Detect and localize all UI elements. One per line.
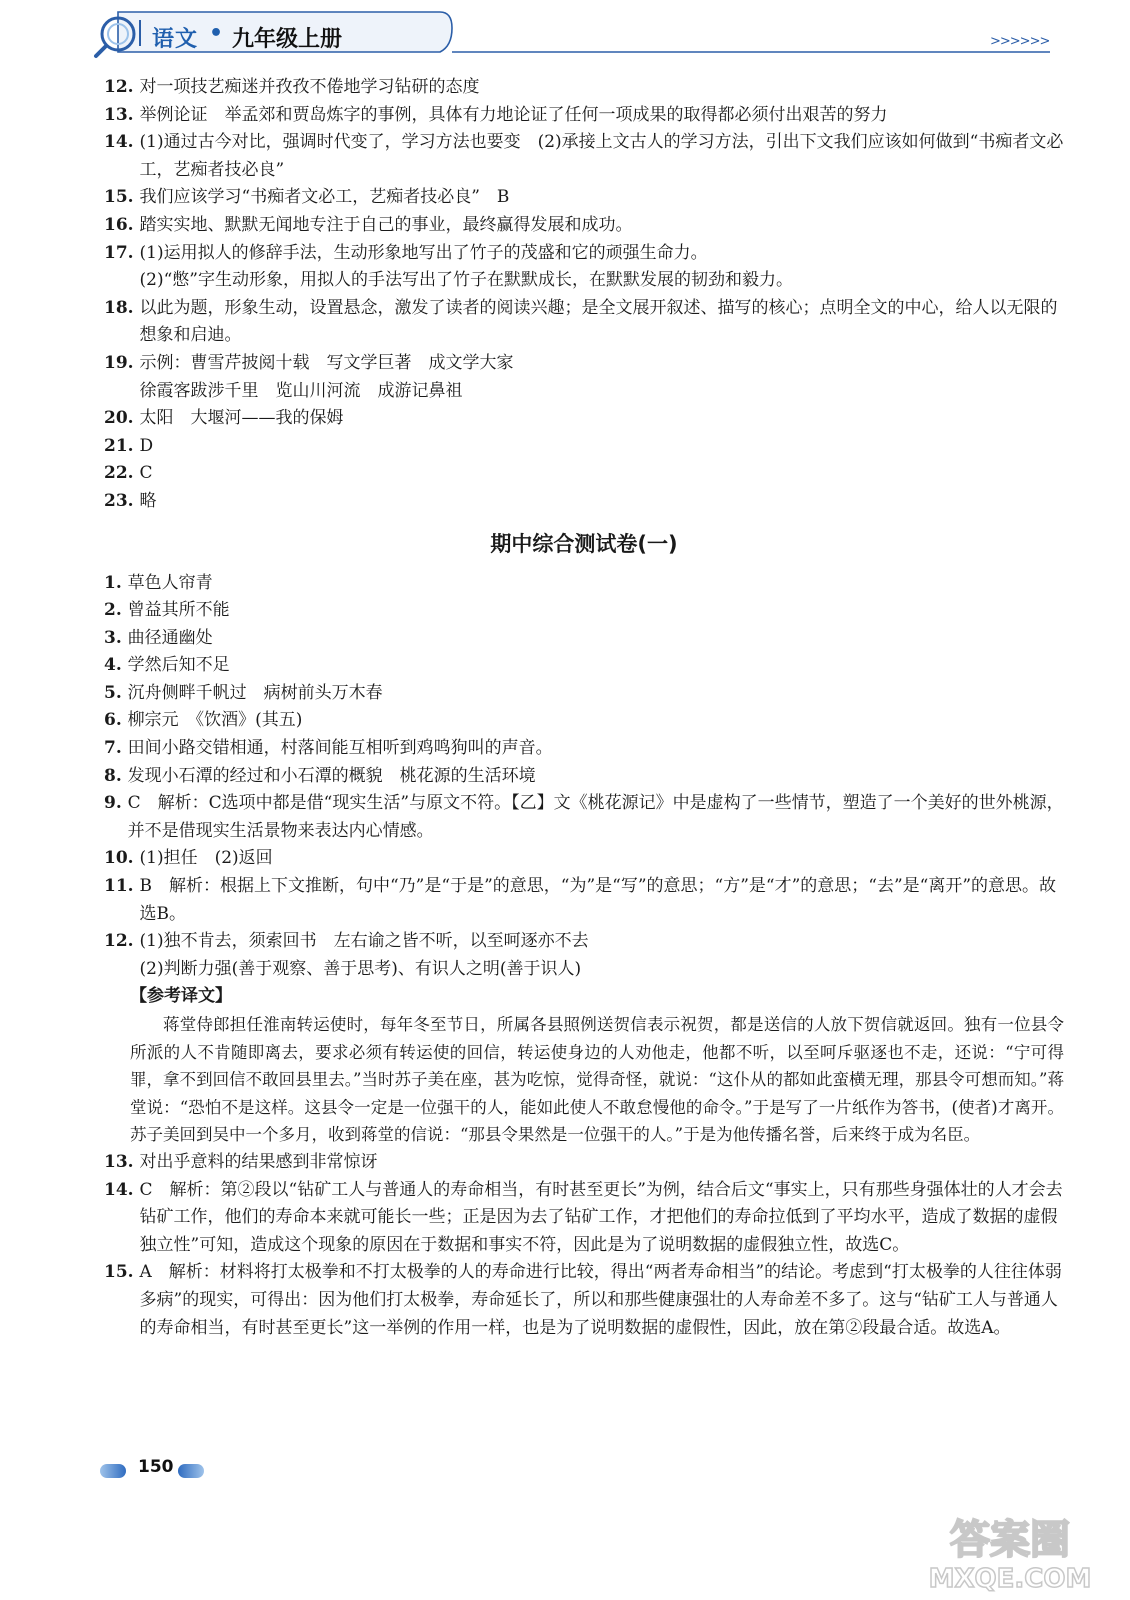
page-ornament-right — [178, 1464, 204, 1478]
answer-content — [104, 74, 1064, 1342]
answer-item — [104, 928, 1064, 983]
answer-text: C 解析：第②段以“钻矿工人与普通人的寿命相当，有时甚至更长”为例，结合后文“事实上，只有那些身强体壮的人才会去钻矿工作，他们的寿命本来就可能长一些；正是因为去了钻矿工作，才把他们的寿命拉低到了平均水平，造成了数据的虚假独立性”可知，造成这个现象的原因在于数据和事实不符，因此是为了说明数据的虚假独立性，故选C。 — [139, 1179, 1063, 1255]
answer-text: 对一项技艺痴迷并孜孜不倦地学习钻研的态度 — [139, 77, 480, 97]
page-number: 150 — [138, 1457, 174, 1477]
answer-text: D — [139, 435, 154, 456]
answer-number: 18. — [104, 297, 140, 318]
header-subject: 语文 — [152, 27, 199, 52]
answer-item — [104, 240, 1064, 295]
answer-item — [104, 845, 1064, 873]
answer-number: 21. — [104, 435, 140, 456]
answer-item — [104, 1149, 1064, 1177]
answer-text: 发现小石潭的经过和小石潭的概貌 桃花源的生活环境 — [127, 765, 536, 786]
answer-text: (1)担任 (2)返回 — [139, 848, 273, 869]
answer-number: 20. — [104, 408, 140, 429]
answer-number: 7. — [104, 738, 128, 759]
answer-item — [104, 625, 1064, 653]
answer-text: 太阳 大堰河——我的保姆 — [139, 408, 344, 429]
answer-text: A 解析：材料将打太极拳和不打太极拳的人的寿命进行比较，得出“两者寿命相当”的结论。考虑到“打太极拳的人往往体弱多病”的现实，可得出：因为他们打太极拳，寿命延长了，所以和那些健康强壮的人寿命差不多了。这与“钻矿工人与普通人的寿命相当，有时甚至更长”这一举例的作用一样，也是为了说明数据的虚假性，因此，放在第②段最合适。故选A。 — [139, 1262, 1062, 1338]
answer-text: 示例：曹雪芹披阅十载 写文学巨著 成文学大家 徐霞客跋涉千里 览山川河流 成游记鼻祖 — [139, 352, 514, 401]
answer-number: 8. — [104, 765, 128, 786]
answer-item — [104, 405, 1064, 433]
reference-translation: 蒋堂侍郎担任淮南转运使时，每年冬至节日，所属各县照例送贺信表示祝贺，都是送信的人放下贺信就返回。独有一位县令所派的人不肯随即离去，要求必须有转运使的回信，转运使身边的人劝他走，他都不听，以至呵斥驱逐也不走，还说：“宁可得罪，拿不到回信不敢回县里去。”当时苏子美在座，甚为吃惊，觉得奇怪，就说：“这仆从的都如此蛮横无理，那县令可想而知。”蒋堂说：“恐怕不是这样。这县令一定是一位强干的人，能如此使人不敢怠慢他的命令。”于是写了一片纸作为答书，(使者)才离开。苏子美回到吴中一个多月，收到蒋堂的信说：“那县令果然是一位强干的人。”于是为他传播名誉，后来终于成为名臣。 — [130, 1015, 1064, 1145]
header-arrows-icon: >>>>>> — [990, 34, 1050, 49]
header-grade: 九年级上册 — [232, 27, 343, 52]
answer-number: 13. — [104, 104, 140, 125]
answer-number: 6. — [104, 710, 128, 731]
section-title: 期中综合测试卷(一) — [490, 531, 678, 556]
answer-number: 14. — [104, 1179, 140, 1200]
answer-number: 23. — [104, 490, 140, 511]
answer-item — [104, 460, 1064, 488]
answer-number: 11. — [104, 876, 140, 897]
answer-text: 我们应该学习“书痴者文必工，艺痴者技必良” B — [139, 187, 510, 208]
answer-number: 5. — [104, 682, 128, 703]
answer-number: 3. — [104, 627, 128, 648]
answer-text: 柳宗元 《饮酒》(其五) — [127, 710, 303, 731]
answer-item — [104, 350, 1064, 405]
answer-number: 4. — [104, 655, 128, 676]
answer-item — [104, 74, 1064, 102]
answer-number: 15. — [104, 1262, 140, 1283]
answer-item — [104, 1259, 1064, 1342]
answer-item — [104, 597, 1064, 625]
page-footer — [100, 1456, 220, 1480]
answer-text: 曲径通幽处 — [127, 627, 213, 648]
answer-list-continued — [104, 1149, 1064, 1342]
header-separator: • — [209, 21, 224, 46]
answer-number: 16. — [104, 214, 140, 235]
answer-item — [104, 735, 1064, 763]
answer-number: 9. — [104, 793, 128, 814]
answer-text: 草色人帘青 — [127, 572, 213, 593]
answer-number: 19. — [104, 352, 140, 373]
answer-item — [104, 873, 1064, 928]
answer-item — [104, 433, 1064, 461]
page-ornament-left — [100, 1464, 126, 1478]
answer-text: 略 — [139, 490, 157, 511]
svg-text:MXQE.COM: MXQE.COM — [928, 1564, 1092, 1594]
answer-number: 14. — [104, 132, 140, 153]
answer-item — [104, 212, 1064, 240]
answer-number: 15. — [104, 187, 140, 208]
answer-text: (1)运用拟人的修辞手法，生动形象地写出了竹子的茂盛和它的顽强生命力。 (2)“憋”字生动形象，用拟人的手法写出了竹子在默默成长，在默默发展的韧劲和毅力。 — [139, 242, 793, 291]
reference-label: 【参考译文】 — [130, 986, 232, 1007]
answer-text: 以此为题，形象生动，设置悬念，激发了读者的阅读兴趣；是全文展开叙述、描写的核心；点明全文的中心，给人以无限的想象和启迪。 — [139, 297, 1058, 346]
answer-list-previous — [104, 74, 1064, 516]
answer-text: 沉舟侧畔千帆过 病树前头万木春 — [127, 682, 383, 703]
page-header — [0, 0, 1130, 60]
answer-number: 10. — [104, 848, 140, 869]
answer-text: C — [139, 463, 153, 484]
answer-number: 13. — [104, 1151, 140, 1172]
answer-item — [104, 652, 1064, 680]
answer-item — [104, 707, 1064, 735]
answer-text: (1)通过古今对比，强调时代变了，学习方法也要变 (2)承接上文古人的学习方法，引出下文我们应该如何做到“书痴者文必工，艺痴者技必良” — [139, 132, 1064, 180]
answer-text: C 解析：C选项中都是借“现实生活”与原文不符。【乙】文《桃花源记》中是虚构了一些情节，塑造了一个美好的世外桃源，并不是借现实生活景物来表达内心情感。 — [127, 793, 1064, 841]
answer-number: 17. — [104, 242, 140, 263]
answer-number: 12. — [104, 931, 140, 952]
answer-text: 对出乎意料的结果感到非常惊讶 — [139, 1151, 378, 1172]
answer-number: 2. — [104, 600, 128, 621]
answer-text: 曾益其所不能 — [127, 600, 230, 621]
answer-item — [104, 680, 1064, 708]
answer-item — [104, 488, 1064, 516]
answer-item — [104, 184, 1064, 212]
svg-text:答案圈: 答案圈 — [950, 1517, 1070, 1563]
answer-text: 踏实实地、默默无闻地专注于自己的事业，最终赢得发展和成功。 — [139, 214, 633, 235]
answer-item — [104, 570, 1064, 598]
answer-item — [104, 129, 1064, 184]
answer-item — [104, 790, 1064, 845]
answer-text: 田间小路交错相通，村落间能互相听到鸡鸣狗叫的声音。 — [127, 738, 553, 759]
answer-item — [104, 102, 1064, 130]
answer-text: 学然后知不足 — [127, 655, 230, 676]
answer-item — [104, 295, 1064, 350]
answer-number: 12. — [104, 77, 140, 97]
watermark-logo — [900, 1505, 1120, 1595]
answer-number: 22. — [104, 463, 140, 484]
answer-text: (1)独不肯去，须索回书 左右谕之皆不听，以至呵逐亦不去 (2)判断力强(善于观察、善于思考)、有识人之明(善于识人) — [139, 931, 589, 979]
answer-list-midterm — [104, 570, 1064, 984]
answer-item — [104, 763, 1064, 791]
answer-item — [104, 1177, 1064, 1260]
answer-number: 1. — [104, 572, 128, 593]
answer-text: B 解析：根据上下文推断，句中“乃”是“于是”的意思，“为”是“写”的意思；“方”是“才”的意思；“去”是“离开”的意思。故选B。 — [139, 876, 1057, 924]
answer-text: 举例论证 举孟郊和贾岛炼字的事例，具体有力地论证了任何一项成果的取得都必须付出艰苦的努力 — [139, 104, 888, 125]
